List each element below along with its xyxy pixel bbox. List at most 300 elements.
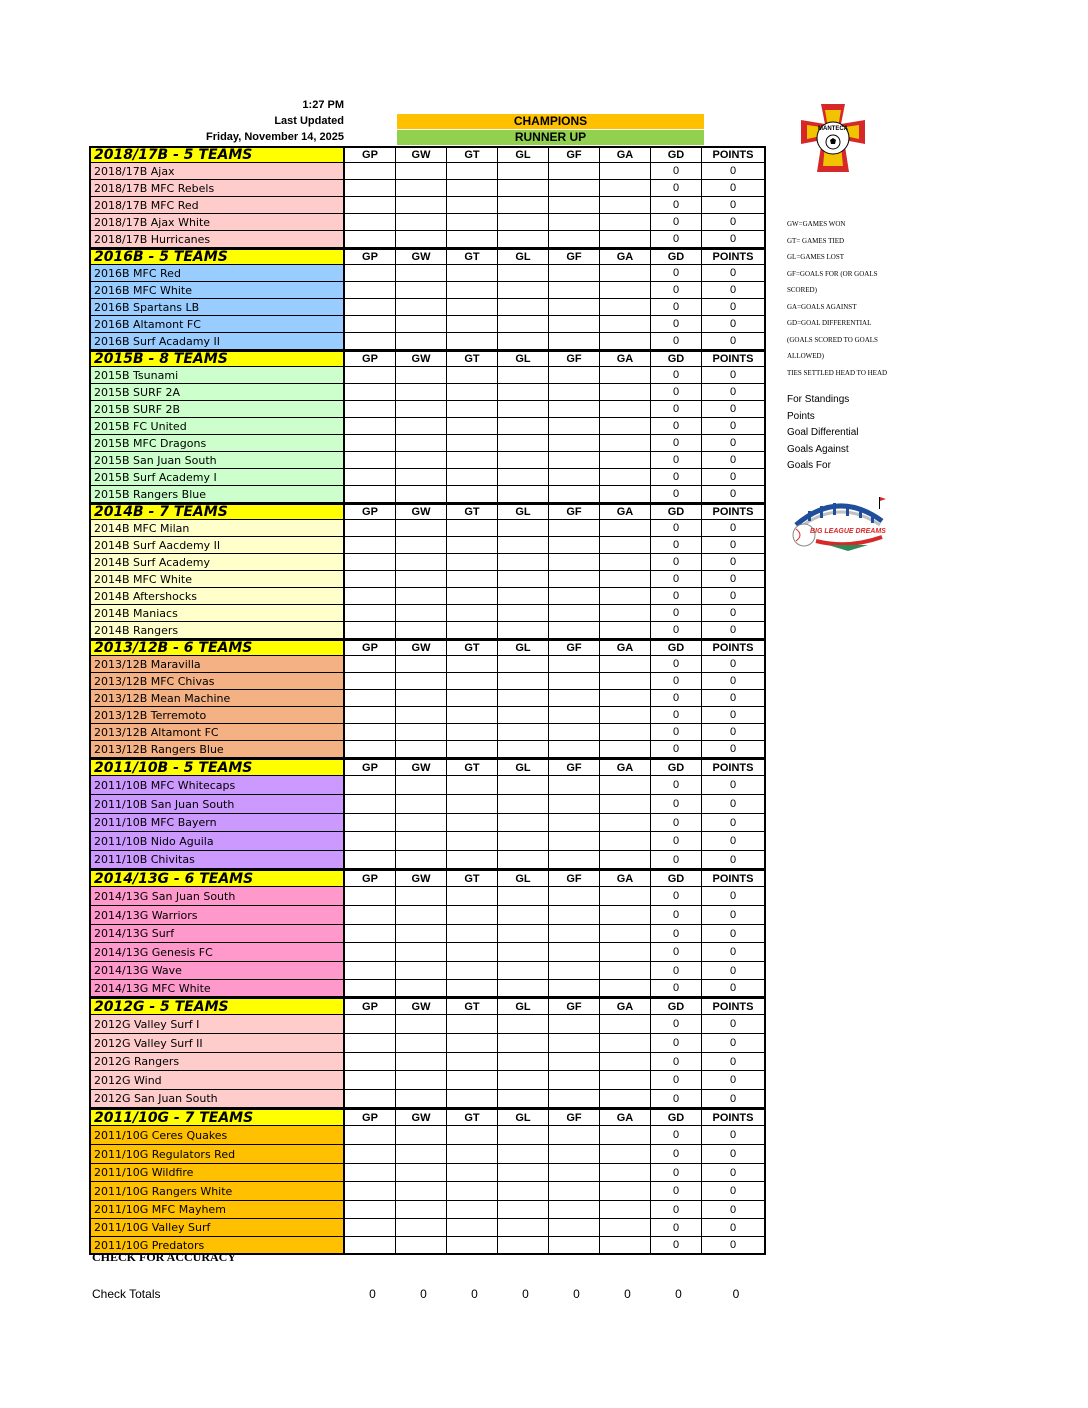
stat-gl bbox=[498, 707, 549, 724]
team-row bbox=[89, 707, 768, 724]
stat-gw bbox=[396, 163, 447, 180]
column-header-gt: GT bbox=[447, 1108, 498, 1126]
stat-ga bbox=[600, 1145, 651, 1164]
stat-gd: 0 bbox=[651, 887, 702, 906]
stat-gt bbox=[447, 980, 498, 997]
stat-ga bbox=[600, 469, 651, 486]
stat-gl bbox=[498, 520, 549, 537]
stat-points: 0 bbox=[702, 588, 766, 605]
big-league-dreams-text: BIG LEAGUE DREAMS bbox=[810, 528, 886, 535]
division-title: 2011/10G - 7 TEAMS bbox=[89, 1108, 345, 1126]
stat-gf bbox=[549, 1034, 600, 1053]
stat-gp bbox=[345, 656, 396, 673]
stat-points: 0 bbox=[702, 537, 766, 554]
team-name: 2016B Surf Acadamy II bbox=[89, 333, 345, 350]
column-header-gw: GW bbox=[396, 1108, 447, 1126]
team-row bbox=[89, 605, 768, 622]
column-header-gf: GF bbox=[549, 1108, 600, 1126]
team-name: 2018/17B Ajax White bbox=[89, 214, 345, 231]
team-row bbox=[89, 231, 768, 248]
stat-gp bbox=[345, 814, 396, 832]
team-name: 2014/13G MFC White bbox=[89, 980, 345, 997]
team-name: 2015B MFC Dragons bbox=[89, 435, 345, 452]
column-header-gf: GF bbox=[549, 758, 600, 776]
updated-date: Friday, November 14, 2025 bbox=[206, 131, 344, 143]
team-row bbox=[89, 316, 768, 333]
stat-points: 0 bbox=[702, 656, 766, 673]
stat-gp bbox=[345, 1015, 396, 1034]
team-name: 2016B MFC Red bbox=[89, 265, 345, 282]
stat-points: 0 bbox=[702, 452, 766, 469]
stat-gf bbox=[549, 571, 600, 588]
stat-gw bbox=[396, 299, 447, 316]
check-totals-row bbox=[89, 1287, 768, 1301]
stat-gw bbox=[396, 1015, 447, 1034]
stat-gt bbox=[447, 707, 498, 724]
division-title: 2015B - 8 TEAMS bbox=[89, 350, 345, 367]
stat-gf bbox=[549, 1237, 600, 1255]
stat-points: 0 bbox=[702, 906, 766, 925]
stat-ga bbox=[600, 814, 651, 832]
column-header-gd: GD bbox=[651, 248, 702, 265]
stat-gd: 0 bbox=[651, 622, 702, 639]
stat-gd: 0 bbox=[651, 741, 702, 758]
team-row bbox=[89, 851, 768, 869]
column-header-points: POINTS bbox=[702, 997, 766, 1015]
legend-abbr: GT= GAMES TIED bbox=[787, 236, 845, 245]
team-row bbox=[89, 690, 768, 707]
stat-gf bbox=[549, 1219, 600, 1237]
stat-points: 0 bbox=[702, 622, 766, 639]
stat-gl bbox=[498, 231, 549, 248]
stat-gw bbox=[396, 673, 447, 690]
team-name: 2015B Rangers Blue bbox=[89, 486, 345, 503]
team-row bbox=[89, 333, 768, 350]
stat-gd: 0 bbox=[651, 537, 702, 554]
stat-ga bbox=[600, 851, 651, 869]
stat-gw bbox=[396, 282, 447, 299]
stat-gw bbox=[396, 520, 447, 537]
stat-gt bbox=[447, 605, 498, 622]
column-header-gf: GF bbox=[549, 869, 600, 887]
team-name: 2015B Tsunami bbox=[89, 367, 345, 384]
stat-points: 0 bbox=[702, 1015, 766, 1034]
runner-up-legend: RUNNER UP bbox=[397, 130, 704, 145]
stat-gp bbox=[345, 605, 396, 622]
team-name: 2013/12B Maravilla bbox=[89, 656, 345, 673]
stat-gf bbox=[549, 1201, 600, 1219]
division-header-row bbox=[89, 869, 768, 887]
column-header-gd: GD bbox=[651, 350, 702, 367]
stat-ga bbox=[600, 486, 651, 503]
stat-gt bbox=[447, 814, 498, 832]
stat-gl bbox=[498, 367, 549, 384]
team-name: 2018/17B MFC Rebels bbox=[89, 180, 345, 197]
stat-gl bbox=[498, 1219, 549, 1237]
stat-points: 0 bbox=[702, 1201, 766, 1219]
stat-ga bbox=[600, 776, 651, 795]
column-header-gd: GD bbox=[651, 997, 702, 1015]
stat-gw bbox=[396, 980, 447, 997]
stat-gl bbox=[498, 656, 549, 673]
column-header-ga: GA bbox=[600, 639, 651, 656]
stat-gt bbox=[447, 418, 498, 435]
stat-gd: 0 bbox=[651, 1126, 702, 1145]
column-header-ga: GA bbox=[600, 997, 651, 1015]
stat-gp bbox=[345, 776, 396, 795]
stat-gp bbox=[345, 832, 396, 851]
stat-points: 0 bbox=[702, 980, 766, 997]
stat-ga bbox=[600, 906, 651, 925]
stat-gt bbox=[447, 776, 498, 795]
stat-gt bbox=[447, 741, 498, 758]
legend-abbr: (GOALS SCORED TO GOALS bbox=[787, 335, 878, 344]
team-row bbox=[89, 554, 768, 571]
stat-gp bbox=[345, 1071, 396, 1090]
stat-gt bbox=[447, 469, 498, 486]
stat-gl bbox=[498, 887, 549, 906]
division-header-row bbox=[89, 758, 768, 776]
stat-gw bbox=[396, 1219, 447, 1237]
team-row bbox=[89, 299, 768, 316]
column-header-gd: GD bbox=[651, 758, 702, 776]
stat-ga bbox=[600, 962, 651, 980]
stat-gd: 0 bbox=[651, 1237, 702, 1255]
team-name: 2014/13G Surf bbox=[89, 925, 345, 943]
division-header-row bbox=[89, 146, 768, 163]
stat-ga bbox=[600, 1034, 651, 1053]
stat-gp bbox=[345, 537, 396, 554]
stat-gw bbox=[396, 1237, 447, 1255]
stat-gw bbox=[396, 401, 447, 418]
legend-abbr: GD=GOAL DIFFERENTIAL bbox=[787, 319, 872, 327]
team-name: 2016B Altamont FC bbox=[89, 316, 345, 333]
stat-gt bbox=[447, 1090, 498, 1108]
stat-gf bbox=[549, 469, 600, 486]
stat-gl bbox=[498, 452, 549, 469]
stat-gp bbox=[345, 906, 396, 925]
column-header-ga: GA bbox=[600, 503, 651, 520]
stat-gd: 0 bbox=[651, 724, 702, 741]
team-name: 2011/10B MFC Whitecaps bbox=[89, 776, 345, 795]
team-row bbox=[89, 401, 768, 418]
team-row bbox=[89, 197, 768, 214]
stat-points: 0 bbox=[702, 673, 766, 690]
champions-legend: CHAMPIONS bbox=[397, 114, 704, 129]
team-name: 2014/13G San Juan South bbox=[89, 887, 345, 906]
stat-ga bbox=[600, 622, 651, 639]
stat-ga bbox=[600, 1090, 651, 1108]
stat-ga bbox=[600, 588, 651, 605]
stat-gw bbox=[396, 1126, 447, 1145]
stat-gw bbox=[396, 795, 447, 814]
stat-gp bbox=[345, 980, 396, 997]
stat-gd: 0 bbox=[651, 367, 702, 384]
stat-ga bbox=[600, 163, 651, 180]
stat-gl bbox=[498, 214, 549, 231]
stat-points: 0 bbox=[702, 384, 766, 401]
stat-gf bbox=[549, 814, 600, 832]
column-header-gf: GF bbox=[549, 146, 600, 163]
stat-gl bbox=[498, 1053, 549, 1071]
column-header-ga: GA bbox=[600, 248, 651, 265]
team-name: 2014B MFC White bbox=[89, 571, 345, 588]
column-header-gp: GP bbox=[345, 248, 396, 265]
stat-gp bbox=[345, 1237, 396, 1255]
stat-gl bbox=[498, 163, 549, 180]
stat-gw bbox=[396, 588, 447, 605]
stat-gl bbox=[498, 1201, 549, 1219]
stat-gd: 0 bbox=[651, 962, 702, 980]
stat-gd: 0 bbox=[651, 265, 702, 282]
stat-gl bbox=[498, 1071, 549, 1090]
team-name: 2014B MFC Milan bbox=[89, 520, 345, 537]
stat-gf bbox=[549, 605, 600, 622]
stat-gp bbox=[345, 1219, 396, 1237]
stat-ga bbox=[600, 1219, 651, 1237]
stat-gw bbox=[396, 231, 447, 248]
stat-ga bbox=[600, 980, 651, 997]
stat-gt bbox=[447, 1053, 498, 1071]
stat-gl bbox=[498, 925, 549, 943]
stat-gl bbox=[498, 1015, 549, 1034]
stat-gd: 0 bbox=[651, 231, 702, 248]
stat-points: 0 bbox=[702, 282, 766, 299]
stat-gp bbox=[345, 316, 396, 333]
stat-gd: 0 bbox=[651, 401, 702, 418]
column-header-gp: GP bbox=[345, 639, 396, 656]
stat-gf bbox=[549, 724, 600, 741]
stat-ga bbox=[600, 656, 651, 673]
stat-gf bbox=[549, 1015, 600, 1034]
column-header-gl: GL bbox=[498, 758, 549, 776]
stat-gt bbox=[447, 906, 498, 925]
team-name: 2016B Spartans LB bbox=[89, 299, 345, 316]
stat-gp bbox=[345, 1053, 396, 1071]
stat-gw bbox=[396, 1034, 447, 1053]
legend-abbr: GA=GOALS AGAINST bbox=[787, 302, 857, 311]
stat-points: 0 bbox=[702, 690, 766, 707]
stat-points: 0 bbox=[702, 571, 766, 588]
column-header-points: POINTS bbox=[702, 503, 766, 520]
division-title: 2014/13G - 6 TEAMS bbox=[89, 869, 345, 887]
team-name: 2013/12B Rangers Blue bbox=[89, 741, 345, 758]
stat-gt bbox=[447, 537, 498, 554]
standings-order-item: Goals For bbox=[787, 460, 831, 471]
stat-gl bbox=[498, 814, 549, 832]
team-name: 2014B Rangers bbox=[89, 622, 345, 639]
stat-gf bbox=[549, 962, 600, 980]
stat-gl bbox=[498, 673, 549, 690]
stat-points: 0 bbox=[702, 741, 766, 758]
stat-gd: 0 bbox=[651, 656, 702, 673]
column-header-gt: GT bbox=[447, 758, 498, 776]
stat-gt bbox=[447, 588, 498, 605]
team-row bbox=[89, 814, 768, 832]
stat-gp bbox=[345, 265, 396, 282]
stat-gt bbox=[447, 1182, 498, 1201]
stat-gl bbox=[498, 384, 549, 401]
stat-gf bbox=[549, 741, 600, 758]
check-total-gp: 0 bbox=[369, 1287, 376, 1301]
check-total-points: 0 bbox=[732, 1287, 740, 1301]
stat-gd: 0 bbox=[651, 1071, 702, 1090]
stat-gf bbox=[549, 707, 600, 724]
stat-gt bbox=[447, 197, 498, 214]
stat-gw bbox=[396, 1053, 447, 1071]
stat-gd: 0 bbox=[651, 163, 702, 180]
team-row bbox=[89, 265, 768, 282]
stat-gf bbox=[549, 384, 600, 401]
stat-gl bbox=[498, 435, 549, 452]
stat-gd: 0 bbox=[651, 588, 702, 605]
column-header-gw: GW bbox=[396, 248, 447, 265]
stat-gd: 0 bbox=[651, 1034, 702, 1053]
team-row bbox=[89, 452, 768, 469]
column-header-gp: GP bbox=[345, 146, 396, 163]
legend-abbr: GL=GAMES LOST bbox=[787, 253, 845, 261]
stat-gf bbox=[549, 197, 600, 214]
stat-gt bbox=[447, 1015, 498, 1034]
team-row bbox=[89, 1164, 768, 1182]
stat-gl bbox=[498, 486, 549, 503]
stat-gt bbox=[447, 622, 498, 639]
team-name: 2015B Surf Academy I bbox=[89, 469, 345, 486]
stat-gt bbox=[447, 832, 498, 851]
column-header-ga: GA bbox=[600, 350, 651, 367]
division-title: 2011/10B - 5 TEAMS bbox=[89, 758, 345, 776]
division-header-row bbox=[89, 503, 768, 520]
team-name: 2018/17B Ajax bbox=[89, 163, 345, 180]
stat-gl bbox=[498, 851, 549, 869]
column-header-ga: GA bbox=[600, 1108, 651, 1126]
stat-gl bbox=[498, 1182, 549, 1201]
stat-gf bbox=[549, 401, 600, 418]
stat-gd: 0 bbox=[651, 1164, 702, 1182]
stat-gl bbox=[498, 554, 549, 571]
stat-gt bbox=[447, 795, 498, 814]
stat-gw bbox=[396, 814, 447, 832]
team-name: 2014/13G Genesis FC bbox=[89, 943, 345, 962]
stat-gf bbox=[549, 163, 600, 180]
team-row bbox=[89, 1090, 768, 1108]
column-header-gl: GL bbox=[498, 503, 549, 520]
stat-gt bbox=[447, 1071, 498, 1090]
stat-gf bbox=[549, 1053, 600, 1071]
stat-gd: 0 bbox=[651, 282, 702, 299]
stat-gp bbox=[345, 943, 396, 962]
stat-gd: 0 bbox=[651, 795, 702, 814]
stat-ga bbox=[600, 180, 651, 197]
stat-gp bbox=[345, 724, 396, 741]
stat-ga bbox=[600, 537, 651, 554]
stat-gl bbox=[498, 724, 549, 741]
stat-gl bbox=[498, 571, 549, 588]
stat-points: 0 bbox=[702, 435, 766, 452]
stat-gf bbox=[549, 980, 600, 997]
stat-points: 0 bbox=[702, 832, 766, 851]
column-header-gl: GL bbox=[498, 639, 549, 656]
legend-panel bbox=[787, 216, 907, 475]
stat-points: 0 bbox=[702, 418, 766, 435]
team-row bbox=[89, 282, 768, 299]
stat-gt bbox=[447, 333, 498, 350]
stat-gl bbox=[498, 1237, 549, 1255]
stat-ga bbox=[600, 231, 651, 248]
column-header-gl: GL bbox=[498, 248, 549, 265]
stat-gl bbox=[498, 776, 549, 795]
stat-gw bbox=[396, 690, 447, 707]
stat-gf bbox=[549, 887, 600, 906]
stat-ga bbox=[600, 316, 651, 333]
stat-points: 0 bbox=[702, 231, 766, 248]
stat-gd: 0 bbox=[651, 1090, 702, 1108]
column-header-gl: GL bbox=[498, 997, 549, 1015]
team-name: 2012G San Juan South bbox=[89, 1090, 345, 1108]
stat-ga bbox=[600, 887, 651, 906]
stat-gl bbox=[498, 537, 549, 554]
column-header-gp: GP bbox=[345, 997, 396, 1015]
team-name: 2011/10G Valley Surf bbox=[89, 1219, 345, 1237]
stat-gt bbox=[447, 1219, 498, 1237]
column-header-gw: GW bbox=[396, 639, 447, 656]
stat-gl bbox=[498, 795, 549, 814]
stat-gt bbox=[447, 724, 498, 741]
stat-gt bbox=[447, 925, 498, 943]
stat-gt bbox=[447, 180, 498, 197]
stat-gw bbox=[396, 925, 447, 943]
stat-ga bbox=[600, 367, 651, 384]
stat-ga bbox=[600, 384, 651, 401]
stat-gf bbox=[549, 520, 600, 537]
stat-gw bbox=[396, 741, 447, 758]
stat-gd: 0 bbox=[651, 1145, 702, 1164]
stat-points: 0 bbox=[702, 214, 766, 231]
stat-gp bbox=[345, 469, 396, 486]
stat-points: 0 bbox=[702, 316, 766, 333]
team-name: 2014/13G Warriors bbox=[89, 906, 345, 925]
stat-gf bbox=[549, 1164, 600, 1182]
stat-gd: 0 bbox=[651, 316, 702, 333]
stat-gd: 0 bbox=[651, 980, 702, 997]
stat-ga bbox=[600, 1015, 651, 1034]
stat-gf bbox=[549, 367, 600, 384]
standings-order-item: For Standings bbox=[787, 394, 850, 405]
column-header-points: POINTS bbox=[702, 869, 766, 887]
stat-ga bbox=[600, 333, 651, 350]
column-header-gw: GW bbox=[396, 758, 447, 776]
big-league-dreams-logo bbox=[788, 493, 888, 555]
stat-gl bbox=[498, 980, 549, 997]
check-total-ga: 0 bbox=[624, 1287, 631, 1301]
stat-gw bbox=[396, 333, 447, 350]
stat-gp bbox=[345, 299, 396, 316]
team-name: 2011/10G Regulators Red bbox=[89, 1145, 345, 1164]
stat-points: 0 bbox=[702, 1053, 766, 1071]
stat-gw bbox=[396, 962, 447, 980]
stat-gf bbox=[549, 851, 600, 869]
stat-gl bbox=[498, 180, 549, 197]
column-header-gt: GT bbox=[447, 869, 498, 887]
division-title: 2018/17B - 5 TEAMS bbox=[89, 146, 345, 163]
stat-gl bbox=[498, 1145, 549, 1164]
stat-gt bbox=[447, 656, 498, 673]
team-row bbox=[89, 214, 768, 231]
stat-ga bbox=[600, 741, 651, 758]
stat-points: 0 bbox=[702, 887, 766, 906]
stat-gw bbox=[396, 435, 447, 452]
team-name: 2014B Aftershocks bbox=[89, 588, 345, 605]
